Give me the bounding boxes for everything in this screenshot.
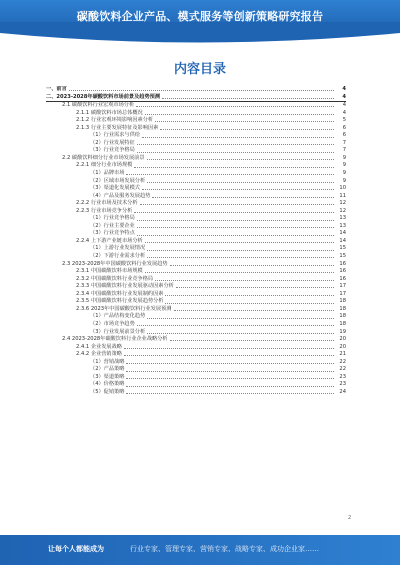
toc-entry[interactable]	[46, 329, 346, 337]
toc-entry-title: 2.2.4 上下游产业链市场分析	[76, 237, 143, 244]
toc-entry[interactable]	[46, 162, 346, 170]
toc-leader-dots	[137, 220, 334, 221]
toc-leader-dots	[124, 348, 334, 349]
toc-leader-dots	[137, 235, 334, 236]
toc-leader-dots	[165, 303, 334, 304]
toc-leader-dots	[145, 242, 334, 243]
toc-entry-title: 2.3.6 2023年中国碳酸饮料行业发展预测	[76, 305, 172, 312]
toc-leader-dots	[147, 318, 334, 319]
toc-entry-page: 4	[342, 109, 346, 116]
toc-entry-page: 23	[339, 373, 346, 380]
footer-tagline: 行业专家、管理专家、营销专家、战略专家、成功企业家……	[130, 545, 319, 553]
toc-leader-dots	[134, 212, 334, 213]
toc-entry-page: 9	[342, 177, 346, 184]
toc-entry-page: 4	[342, 86, 346, 92]
toc-leader-dots	[145, 114, 334, 115]
toc-entry-page: 5	[342, 117, 346, 124]
toc-entry-title: 2.3.3 中国碳酸饮料行业发展驱动因素分析	[76, 283, 174, 290]
toc-entry-title: 2.2 碳酸饮料细分行业市场发展前景	[62, 154, 145, 161]
toc-leader-dots	[170, 340, 334, 341]
toc-entry-page: 6	[342, 132, 346, 139]
toc-entry[interactable]	[46, 381, 346, 389]
toc-entry[interactable]	[46, 389, 346, 397]
toc-entry-page: 17	[339, 290, 346, 297]
toc-entry[interactable]	[46, 313, 346, 321]
toc-entry-title: （3）渠道化发展模式	[90, 185, 140, 192]
toc-entry-title: （2）区域市场发展分析	[90, 177, 146, 184]
toc-entry-page: 7	[342, 139, 346, 146]
toc-leader-dots	[126, 378, 334, 379]
toc-entry-title: 2.1.1 碳酸饮料市场总体概况	[76, 109, 143, 116]
toc-entry-title: 2.4.2 企业营销策略	[76, 351, 122, 358]
toc-entry-page: 22	[339, 358, 346, 365]
toc-leader-dots	[136, 106, 334, 107]
toc-leader-dots	[126, 393, 334, 394]
toc-entry[interactable]	[46, 321, 346, 329]
toc-entry-title: 一、前言	[46, 86, 67, 92]
toc-entry[interactable]	[46, 132, 346, 140]
toc-entry-title: （2）市场竞争趋势	[90, 320, 135, 327]
toc-entry[interactable]	[46, 230, 346, 238]
toc-entry[interactable]	[46, 147, 346, 155]
toc-leader-dots	[137, 152, 334, 153]
toc-entry-page: 9	[342, 162, 346, 169]
toc-entry-title: 2.1.3 行业主要发展特征及影响因素	[76, 124, 159, 131]
toc-entry-page: 4	[342, 102, 346, 109]
toc-leader-dots	[160, 129, 334, 130]
toc-entry-page: 14	[339, 230, 346, 237]
toc-leader-dots	[137, 325, 334, 326]
toc-entry-page: 23	[339, 381, 346, 388]
toc-entry-title: （4）价格策略	[90, 381, 125, 388]
toc-entry[interactable]	[46, 200, 346, 208]
toc-entry[interactable]	[46, 215, 346, 223]
toc-entry-page: 18	[339, 313, 346, 320]
toc-entry-page: 7	[342, 147, 346, 154]
toc-leader-dots	[147, 250, 334, 251]
toc-leader-dots	[155, 121, 334, 122]
toc-entry[interactable]	[46, 298, 346, 306]
footer-banner	[0, 535, 400, 565]
toc-entry-title: 二、2023-2028年碳酸饮料市场前景及趋势预测	[46, 93, 161, 100]
toc-leader-dots	[162, 98, 334, 99]
toc-entry-page: 9	[342, 154, 346, 161]
toc-entry-page: 20	[339, 336, 346, 343]
toc-entry-page: 16	[339, 260, 346, 267]
toc-entry-title: （2）下游行业需求分析	[90, 253, 146, 260]
toc-entry-title: （1）行业需求与供给	[90, 132, 140, 139]
toc-entry-title: 2.3 2023-2028年中国碳酸饮料行业发展趋势	[62, 260, 168, 267]
toc-leader-dots	[176, 287, 334, 288]
toc-entry-title: 2.3.2 中国碳酸饮料行业竞争格局	[76, 275, 154, 282]
toc-entry[interactable]	[46, 351, 346, 359]
toc-entry-title: （2）产品策略	[90, 366, 125, 373]
toc-leader-dots	[147, 159, 334, 160]
toc-entry-title: 2.3.4 中国碳酸饮料行业发展制约因素	[76, 290, 164, 297]
toc-entry-title: （3）渠道策略	[90, 373, 125, 380]
toc-entry[interactable]	[46, 336, 346, 344]
toc-entry-title: （1）上游行业发展情况	[90, 245, 146, 252]
toc-entry-title: 2.2.1 细分行业市场规模	[76, 162, 133, 169]
toc-entry[interactable]	[46, 94, 346, 103]
toc-entry-page: 15	[339, 253, 346, 260]
toc-entry[interactable]	[46, 253, 346, 261]
toc-entry-title: 2.2.2 行业市场及技术分析	[76, 200, 138, 207]
toc-entry-title: 2.3.5 中国碳酸饮料行业发展趋势分析	[76, 298, 164, 305]
toc-entry-title: （2）行业发展特征	[90, 139, 135, 146]
toc-leader-dots	[140, 204, 334, 205]
toc-entry-page: 18	[339, 298, 346, 305]
toc-entry-page: 22	[339, 366, 346, 373]
toc-entry[interactable]	[46, 117, 346, 125]
toc-entry-title: 2.4 2023-2028年碳酸饮料行业企业战略分析	[62, 336, 168, 343]
toc-entry-title: （3）行业竞争格局	[90, 147, 135, 154]
toc-entry[interactable]	[46, 86, 346, 94]
toc-entry-page: 12	[339, 207, 346, 214]
toc-entry-page: 6	[342, 124, 346, 131]
toc-leader-dots	[145, 272, 334, 273]
toc-entry-title: （3）行业竞争特点	[90, 230, 135, 237]
toc-entry-page: 10	[339, 185, 346, 192]
toc-entry-page: 15	[339, 245, 346, 252]
toc-entry-page: 11	[339, 192, 346, 199]
footer-slogan: 让每个人都能成为	[48, 545, 104, 553]
toc-entry[interactable]	[46, 261, 346, 269]
toc-entry-page: 17	[339, 283, 346, 290]
page-number: 2	[348, 515, 352, 521]
toc-entry[interactable]	[46, 178, 346, 186]
toc-entry-page: 18	[339, 320, 346, 327]
toc-leader-dots	[126, 363, 334, 364]
toc-entry-title: 2.1 碳酸饮料行业宏观市场分析	[62, 102, 135, 109]
toc-entry[interactable]	[46, 102, 346, 110]
toc-entry[interactable]	[46, 245, 346, 253]
toc-entry-page: 24	[339, 388, 346, 395]
table-of-contents	[46, 86, 346, 526]
toc-entry-page: 16	[339, 268, 346, 275]
toc-leader-dots	[126, 386, 334, 387]
toc-leader-dots	[124, 355, 334, 356]
toc-entry-title: （4）产品及服务发展趋势	[90, 192, 151, 199]
toc-entry-page: 12	[339, 200, 346, 207]
toc-entry-page: 9	[342, 170, 346, 177]
toc-leader-dots	[155, 280, 334, 281]
toc-entry-title: （1）行业竞争格局	[90, 215, 135, 222]
toc-entry[interactable]	[46, 185, 346, 193]
toc-leader-dots	[147, 333, 334, 334]
toc-entry[interactable]	[46, 366, 346, 374]
toc-leader-dots	[174, 310, 335, 311]
toc-leader-dots	[170, 265, 334, 266]
toc-leader-dots	[165, 295, 334, 296]
toc-entry-page: 21	[339, 351, 346, 358]
toc-entry-title: （2）行业主要企业	[90, 222, 135, 229]
toc-entry-page: 19	[339, 328, 346, 335]
toc-leader-dots	[137, 227, 334, 228]
toc-entry-page: 4	[342, 93, 346, 100]
toc-entry-title: 2.2.3 行业市场竞争分析	[76, 207, 133, 214]
toc-leader-dots	[126, 371, 334, 372]
toc-leader-dots	[152, 197, 334, 198]
toc-entry-page: 13	[339, 222, 346, 229]
toc-entry-title: 2.1.2 行业宏观环境影响因素分析	[76, 117, 154, 124]
toc-entry-page: 14	[339, 237, 346, 244]
toc-leader-dots	[137, 144, 334, 145]
toc-entry[interactable]	[46, 268, 346, 276]
toc-entry-page: 13	[339, 215, 346, 222]
toc-entry-title: 2.4.1 企业发展战略	[76, 343, 122, 350]
toc-entry-title: （3）行业发展前景分析	[90, 328, 146, 335]
toc-entry-title: （1）品牌市场	[90, 170, 125, 177]
toc-entry-page: 16	[339, 275, 346, 282]
toc-leader-dots	[126, 174, 334, 175]
toc-heading: 内容目录	[173, 62, 226, 77]
toc-leader-dots	[147, 257, 334, 258]
toc-leader-dots	[134, 167, 334, 168]
toc-entry-title: （1）产品结构变化趋势	[90, 313, 146, 320]
toc-entry-title: （1）营销战略	[90, 358, 125, 365]
toc-leader-dots	[69, 90, 334, 91]
toc-entry[interactable]	[46, 283, 346, 291]
toc-leader-dots	[142, 137, 334, 138]
toc-entry-page: 20	[339, 343, 346, 350]
toc-leader-dots	[142, 189, 334, 190]
report-title: 碳酸饮料企业产品、模式服务等创新策略研究报告	[76, 10, 324, 23]
toc-entry[interactable]	[46, 344, 346, 352]
toc-entry-title: 2.3.1 中国碳酸饮料市场规模	[76, 268, 143, 275]
toc-entry[interactable]	[46, 170, 346, 178]
toc-entry-title: （5）促销策略	[90, 388, 125, 395]
toc-entry-page: 18	[339, 305, 346, 312]
toc-leader-dots	[147, 182, 334, 183]
